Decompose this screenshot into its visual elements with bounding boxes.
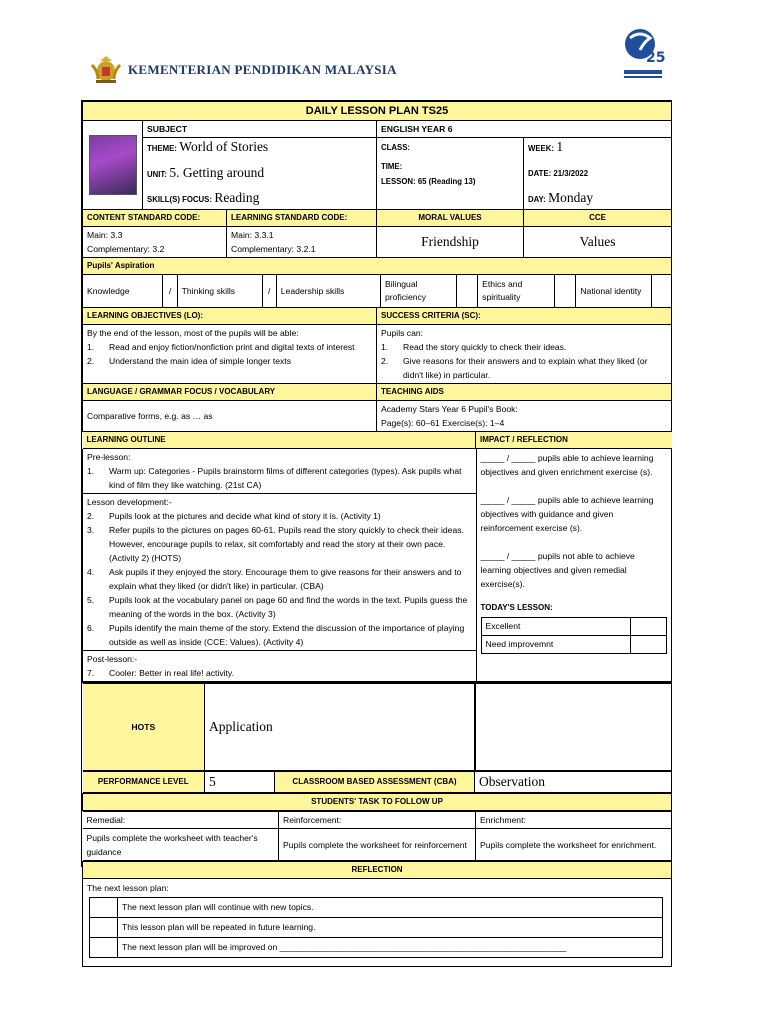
learning-standard-header: LEARNING STANDARD CODE: [227,210,377,227]
excellent-label: Excellent [481,618,631,636]
list-item: 4. Ask pupils if they enjoyed the story. Encourage them to give reasons for their answers and to explain what they liked (or didn't like) in particular. (CBA) [87,567,462,591]
list-item: 5. Pupils look at the vocabulary panel on page 60 and find the words in the text. Pupils guess the meaning of the words in the box. (Activity 3) [87,595,468,619]
hots-label: HOTS [83,684,205,771]
learning-standard-comp: Complementary: 3.2.1 [231,244,316,254]
list-item: 2. Pupils look at the pictures and decide what kind of story it is. (Activity 1) [87,511,381,521]
list-item: 2. Give reasons for their answers and to explain what they liked (or didn't like) in particular. [381,356,648,380]
next-option-checkbox[interactable] [90,898,118,918]
date-label: DATE: 21/3/2022 [528,169,589,178]
content-standard-main: Main: 3.3 [87,230,123,240]
aspiration-thinking: Thinking skills [177,275,262,307]
cba-value: Observation [475,772,672,793]
todays-lesson-label: TODAY'S LESSON: [480,603,553,612]
week-value: 1 [556,138,564,154]
day-value: Monday [548,190,594,206]
performance-level-value: 5 [205,772,275,793]
content-standard-header: CONTENT STANDARD CODE: [83,210,227,227]
moral-values-header: MORAL VALUES [377,210,524,227]
teaching-aids-line1: Academy Stars Year 6 Pupil's Book: [381,404,518,414]
pre-lesson-label: Pre-lesson: [87,452,131,462]
skill-label: SKILL(S) FOCUS: [147,195,212,205]
theme-value: World of Stories [179,138,269,154]
lo-intro: By the end of the lesson, most of the pupils will be able: [87,328,299,338]
skill-value: Reading [214,190,260,206]
unit-value: 5. Getting around [169,164,265,180]
day-label: DAY: [528,195,546,205]
ministry-name: KEMENTERIAN PENDIDIKAN MALAYSIA [128,62,397,77]
need-improvement-label: Need improvemnt [481,636,631,654]
next-option-2: This lesson plan will be repeated in future learning. [118,918,663,938]
knowledge-mark: / [163,275,177,307]
thinking-mark: / [262,275,276,307]
aspiration-national: National identity [576,275,652,307]
list-item: 6. Pupils identify the main theme of the story. Extend the discussion of the importance of playing outside as well as inside (CCE: Values). (Activity 4) [87,623,465,647]
impact-remedial: _____ / _____ pupils not able to achieve learning objectives and given remedial exercise(s). [480,551,635,589]
teaching-aids-line2: Page(s): 60–61 Exercise(s): 1–4 [381,418,505,428]
next-option-3: The next lesson plan will be improved on ____________________________________________________________ [118,938,663,958]
learning-standard-main: Main: 3.3.1 [231,230,274,240]
ministry-crest-icon [88,55,124,85]
aspiration-knowledge: Knowledge [83,275,163,307]
lesson-development-label: Lesson development:- [87,497,172,507]
moral-value: Friendship [377,227,524,258]
sc-intro: Pupils can: [381,328,424,338]
next-option-checkbox[interactable] [90,938,118,958]
cce-value: Values [524,227,672,258]
cce-header: CCE [524,210,672,227]
unit-label: UNIT: [147,169,167,179]
aspiration-ethics: Ethics and spirituality [478,275,555,307]
remedial-label: Remedial: [83,812,279,829]
lesson-label: LESSON: 65 (Reading 13) [381,176,476,186]
list-item: 1. Read the story quickly to check their ideas. [381,342,567,352]
aspiration-leadership: Leadership skills [276,275,380,307]
students-task-header: STUDENTS' TASK TO FOLLOW UP [83,794,672,811]
next-option-1: The next lesson plan will continue with new topics. [118,898,663,918]
reflection-header: REFLECTION [83,862,672,879]
book-cover-image [89,135,137,195]
remedial-text: Pupils complete the worksheet with teacher's guidance [83,829,279,861]
teaching-aids-header: TEACHING AIDS [377,384,672,401]
subject-value: ENGLISH YEAR 6 [377,121,672,138]
ts25-logo-icon [618,26,668,82]
next-lesson-label: The next lesson plan: [87,883,169,893]
lesson-plan-sheet [81,100,672,952]
need-improvement-checkbox[interactable] [631,636,667,654]
success-criteria-header: SUCCESS CRITERIA (SC): [377,308,672,325]
national-mark [652,275,671,307]
list-item: 1. Warm up: Categories - Pupils brainstorm films of different categories (types). Ask pupils what kind of film they like watching. (21st CA) [87,466,462,490]
language-focus-header: LANGUAGE / GRAMMAR FOCUS / VOCABULARY [83,384,377,401]
aspiration-bilingual: Bilingual proficiency [381,275,457,307]
learning-outline-header: LEARNING OUTLINE [83,432,476,449]
next-option-checkbox[interactable] [90,918,118,938]
week-label: WEEK: [528,143,554,153]
cba-label: CLASSROOM BASED ASSESSMENT (CBA) [275,772,475,793]
excellent-checkbox[interactable] [631,618,667,636]
subject-label: SUBJECT [143,121,377,138]
content-standard-comp: Complementary: 3.2 [87,244,165,254]
theme-label: THEME: [147,143,177,153]
learning-objectives-header: LEARNING OBJECTIVES (LO): [83,308,377,325]
reinforcement-label: Reinforcement: [279,812,476,829]
bilingual-mark [456,275,477,307]
time-label: TIME: [381,161,403,171]
post-lesson-label: Post-lesson:- [87,654,138,664]
impact-enrichment: _____ / _____ pupils able to achieve learning objectives and given enrichment exercise (s). [480,453,654,477]
ethics-mark [555,275,576,307]
impact-reinforcement: _____ / _____ pupils able to achieve learning objectives with guidance and given reinforcement exercise (s). [480,495,654,533]
class-label: CLASS: [381,143,411,153]
enrichment-text: Pupils complete the worksheet for enrichment. [476,829,672,861]
impact-reflection-header: IMPACT / REFLECTION [476,432,672,449]
hots-value-spacer [275,684,475,771]
plan-title: DAILY LESSON PLAN TS25 [83,102,672,121]
book-cover [83,121,143,210]
enrichment-label: Enrichment: [476,812,672,829]
language-focus-value: Comparative forms, e.g. as … as [83,401,377,432]
list-item: 3. Refer pupils to the pictures on pages 60-61. Pupils read the story quickly to check their ideas. However, encourage pupils to relax, sit comfortably and read the story at their own pace. (Activity 2) (HOTS) [87,525,464,563]
hots-value: Application [205,684,275,771]
reinforcement-text: Pupils complete the worksheet for reinforcement [279,829,476,861]
list-item: 2. Understand the main idea of simple longer texts [87,356,292,366]
list-item: 1. Read and enjoy fiction/nonfiction print and digital texts of interest [87,342,355,352]
aspiration-header: Pupils' Aspiration [83,258,672,275]
svg-text:25: 25 [646,50,666,66]
performance-level-label: PERFORMANCE LEVEL [83,772,205,793]
list-item: 7. Cooler: Better in real life! activity. [87,668,234,678]
